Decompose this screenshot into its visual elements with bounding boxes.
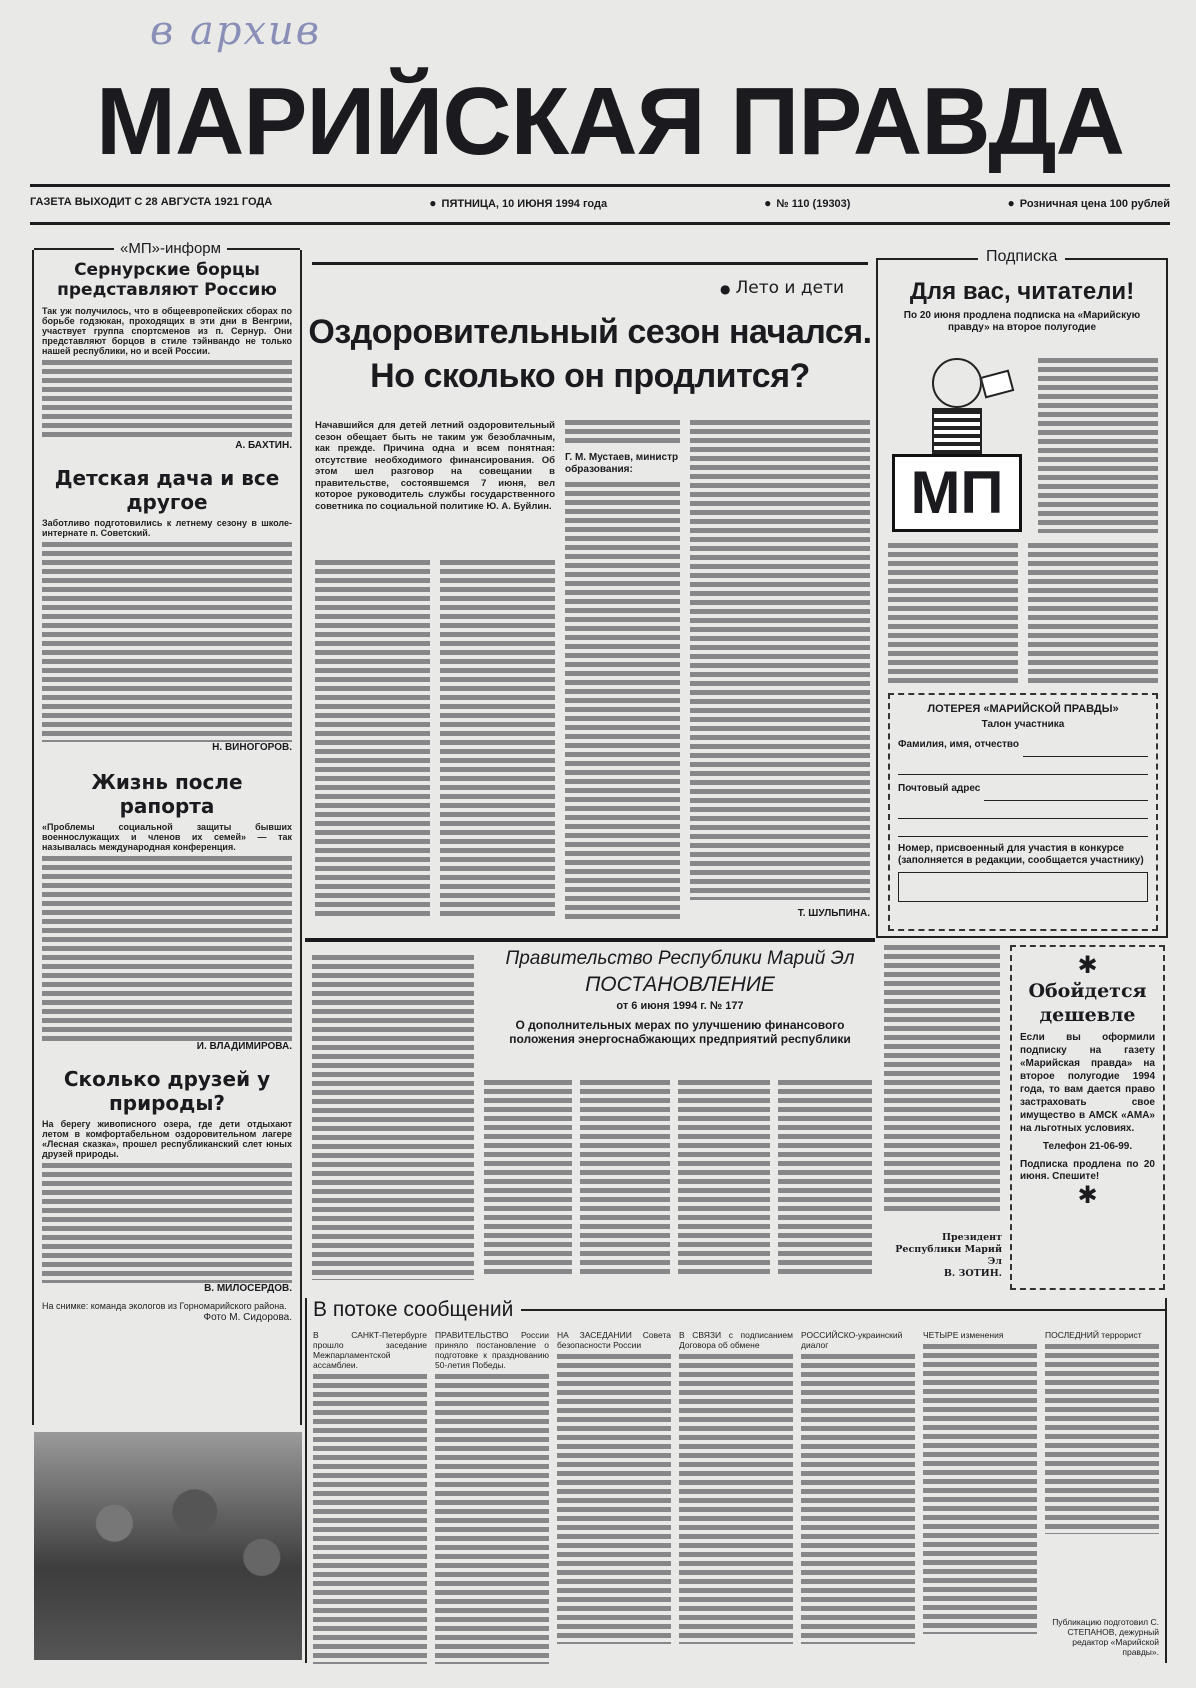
handwritten-note: в архив [150, 8, 322, 54]
byline: И. ВЛАДИМИРОВА. [196, 1041, 292, 1052]
article-body [690, 420, 870, 900]
asterisk-icon: ✱ [1077, 1182, 1098, 1209]
article-body [42, 360, 292, 440]
article-lead: Заботливо подготовились к летнему сезону в школе-интернате п. Советский. [42, 518, 292, 538]
news-item-lead: НА ЗАСЕДАНИИ Совета безопасности России [557, 1330, 671, 1350]
decree-body [678, 1080, 770, 1275]
article-lead: Начавшийся для детей летний оздоровительный сезон обещает быть не таким уж безоблачным, как прежде. Причина одна и всем понятная: отсутствие необходимого финансирования. Об этом шел разговор на совещании в правительстве, состоявшемся 7 июня, вел которое руководитель службы государственного советника по социальной политике Ю. А. Буйлин. [315, 420, 555, 512]
news-item-body [435, 1374, 549, 1664]
address-field-label: Почтовый адрес [898, 783, 981, 794]
decree-date: от 6 июня 1994 г. № 177 [616, 1000, 744, 1012]
byline: Н. ВИНОГОРОВ. [212, 742, 292, 753]
divider [30, 184, 1170, 187]
name-field[interactable] [1023, 739, 1148, 757]
section-title: В потоке сообщений [313, 1298, 514, 1321]
news-item-lead: В СВЯЗИ с подписанием Договора об обмене [679, 1330, 793, 1350]
news-item-body [679, 1354, 793, 1644]
address-field-line[interactable] [898, 801, 1148, 819]
masthead-title: МАРИЙСКАЯ ПРАВДА [96, 68, 1124, 175]
logo: МП [892, 454, 1022, 532]
decree-body [884, 945, 1000, 1215]
coupon-label: Талон участника [981, 719, 1065, 730]
subscription-text [888, 543, 1018, 683]
subscription-subtitle: По 20 июня продлена подписка на «Марийскую правду» на второе полугодие [903, 310, 1141, 333]
issue-info-bar [30, 196, 1170, 210]
address-field-line[interactable] [898, 819, 1148, 837]
asterisk-icon: ✱ [1077, 952, 1098, 979]
news-stream [305, 1298, 1167, 1663]
ad-text: Если вы оформили подписку на газету «Марийская правда» на второе полугодие 1994 года, то вам дается право застраховать свое имущество в АМСК «АМА» на льготных условиях. [1020, 1032, 1155, 1134]
signer-title: Президент Республики Марий Эл [895, 1232, 1002, 1267]
decree-header [480, 948, 880, 1046]
news-item [679, 1330, 793, 1664]
ad-title: Обойдется [1028, 980, 1147, 1002]
byline: А. БАХТИН. [235, 440, 292, 451]
photo-credit: Фото М. Сидорова. [203, 1312, 292, 1323]
number-field[interactable] [898, 872, 1148, 902]
photo-caption: На снимке: команда экологов из Горномарийского района. [42, 1301, 287, 1311]
decree-body [778, 1080, 872, 1275]
article-lead: Так уж получилось, что в общеевропейских сборах по борьбе годзюкан, проходящих в эти дни в Венгрии, участвует группа спортсменов из п. Сернур. Они представляют борцов в стиле тэйнвандо не только нашей республики, но и всей России. [42, 306, 292, 356]
article-lead: На берегу живописного озера, где дети отдыхают летом в комфортабельном оздоровительном лагере «Лесная сказка», прошел республиканский слет юных друзей природы. [42, 1119, 292, 1159]
news-item-lead: ПОСЛЕДНИЙ террорист [1045, 1330, 1142, 1340]
lottery-title: ЛОТЕРЕЯ «МАРИЙСКОЙ ПРАВДЫ» [927, 703, 1119, 715]
divider [30, 222, 1170, 225]
article-title: Сколько друзей у природы? [63, 1067, 271, 1115]
decree-issuer: Правительство Республики Марий Эл [505, 948, 855, 969]
article-body [42, 856, 292, 1041]
article-lead: «Проблемы социальной защиты бывших военнослужащих и членов их семей» — так называлась международная конференция. [42, 822, 292, 852]
article-title: Детская дача и все другое [54, 466, 280, 514]
subscription-text [1038, 358, 1158, 533]
headline: Оздоровительный сезон начался. Но сколько он продлится? [308, 313, 872, 395]
number-field-label: Номер, присвоенный для участия в конкурсе (заполняется в редакции, сообщается участнику) [898, 843, 1144, 866]
news-item-body [801, 1354, 915, 1644]
price: ● Розничная цена 100 рублей [1008, 196, 1170, 210]
decree-signature [880, 1232, 1002, 1280]
byline: В. МИЛОСЕРДОВ. [204, 1283, 292, 1294]
article-title: Жизнь после рапорта [91, 770, 243, 818]
news-item [1045, 1330, 1159, 1664]
lead-article [315, 420, 555, 512]
news-item-body [923, 1344, 1037, 1634]
article-title: Сернурские борцы представляют Россию [57, 260, 277, 300]
stream-footer: Публикацию подготовил С. СТЕПАНОВ, дежурный редактор «Марийской правды». [1052, 1617, 1159, 1657]
founded-line: ГАЗЕТА ВЫХОДИТ С 28 АВГУСТА 1921 ГОДА [30, 196, 273, 208]
decree-body [580, 1080, 670, 1275]
name-field-line[interactable] [898, 757, 1148, 775]
decree-body [484, 1080, 572, 1275]
insurance-ad [1010, 945, 1165, 1290]
issue-date: ● ПЯТНИЦА, 10 ИЮНЯ 1994 года [429, 196, 607, 210]
byline: Т. ШУЛЬПИНА. [797, 908, 870, 919]
article-body [440, 560, 555, 920]
news-item-lead: ЧЕТЫРЕ изменения [923, 1330, 1004, 1340]
article-body [312, 955, 474, 1280]
decree-title: О дополнительных мерах по улучшению финансового положения энергоснабжающих предприятий республики [509, 1018, 851, 1046]
news-item-lead: В САНКТ-Петербурге прошло заседание Межпарламентской ассамблеи. [313, 1330, 427, 1370]
subscription-text [1028, 543, 1158, 683]
article-body [315, 560, 430, 920]
photo-ecology-team [34, 1432, 302, 1660]
stream-columns [307, 1322, 1165, 1664]
subscription-box [876, 248, 1168, 938]
news-item [801, 1330, 915, 1664]
subscription-title: Для вас, читатели! [909, 278, 1135, 305]
ad-title: дешевле [1039, 1004, 1136, 1026]
issue-number: ● № 110 (19303) [764, 196, 850, 210]
news-item-lead: РОССИЙСКО-украинский диалог [801, 1330, 903, 1350]
left-column [32, 240, 302, 1425]
article-body [42, 1163, 292, 1283]
name-field-label: Фамилия, имя, отчество [898, 739, 1020, 750]
ad-note: Подписка продлена по 20 июня. Спешите! [1020, 1159, 1155, 1182]
news-item [923, 1330, 1037, 1664]
news-item [435, 1330, 549, 1664]
news-item-lead: ПРАВИТЕЛЬСТВО России приняло постановление о подготовке к празднованию 50-летия Победы. [435, 1330, 549, 1370]
article-body [42, 542, 292, 742]
signer-name: В. ЗОТИН. [943, 1268, 1002, 1279]
news-item-body [557, 1354, 671, 1644]
address-field[interactable] [984, 783, 1148, 801]
decree-type: ПОСТАНОВЛЕНИЕ [585, 973, 775, 996]
news-item [557, 1330, 671, 1664]
lottery-coupon [888, 693, 1158, 931]
news-item-body [313, 1374, 427, 1664]
news-item-body [1045, 1344, 1159, 1534]
kicker: ● Лето и дети [720, 278, 844, 298]
news-item [313, 1330, 427, 1664]
divider [312, 262, 868, 265]
speaker: Г. М. Мустаев, министр образования: [565, 452, 679, 475]
ad-phone: Телефон 21-06-99. [1042, 1141, 1133, 1152]
divider [305, 938, 875, 942]
article-column [565, 420, 680, 922]
rubric: Подписка [978, 248, 1065, 266]
mascot-illustration [892, 358, 1022, 533]
rubric: «МП»-информ [114, 240, 227, 257]
